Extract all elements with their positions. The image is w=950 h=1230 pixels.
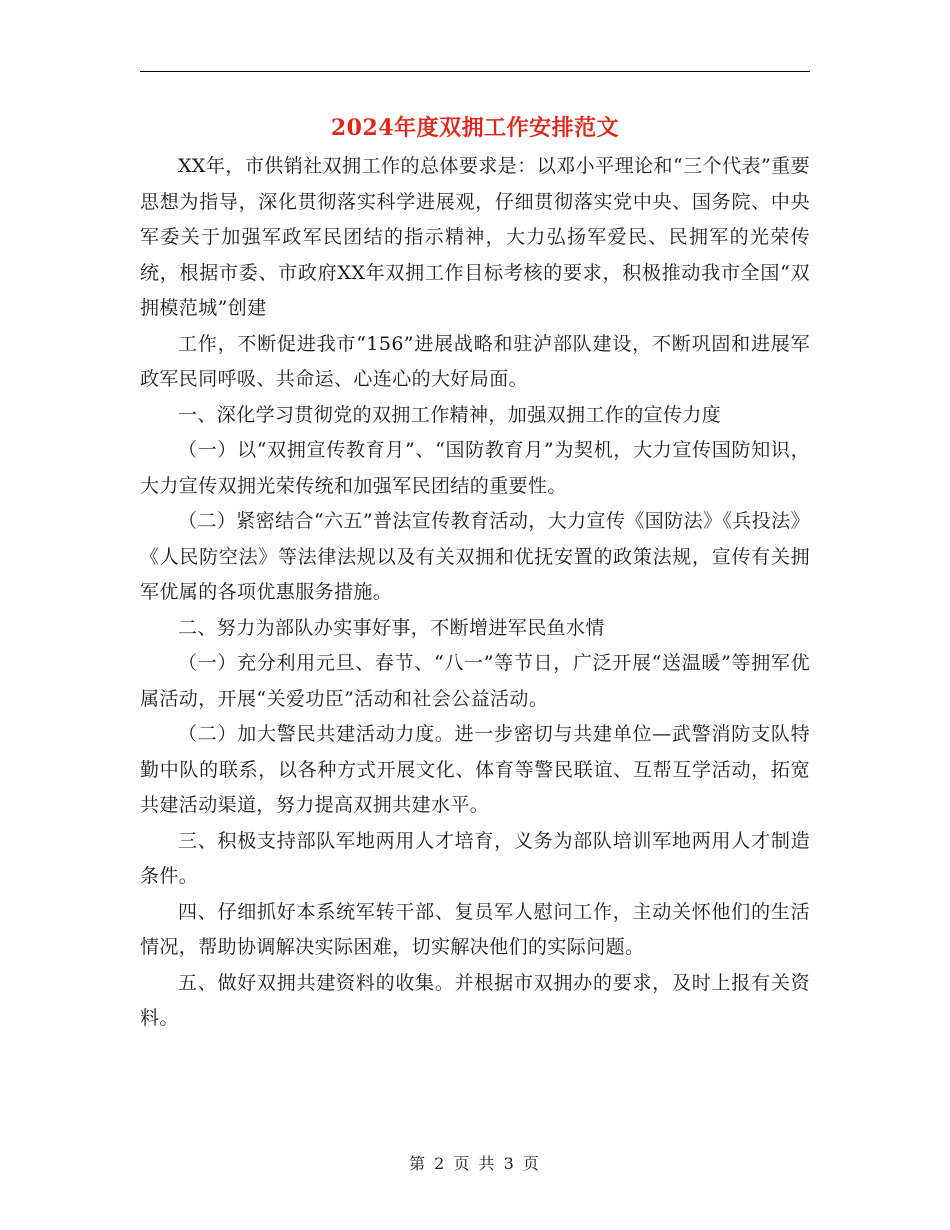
document-body <box>140 149 810 1037</box>
section-4: 四、仔细抓好本系统军转干部、复员军人慰问工作，主动关怀他们的生活情况，帮助协调解决实际困难，切实解决他们的实际问题。 <box>140 900 810 958</box>
section-heading-1: 一、深化学习贯彻党的双拥工作精神，加强双拥工作的宣传力度 <box>178 403 722 426</box>
paragraph-6: （二）加大警民共建活动力度。进一步密切与共建单位—武警消防支队特勤中队的联系，以各种方式开展文化、体育等警民联谊、互帮互学活动，拓宽共建活动渠道，努力提高双拥共建水平。 <box>140 723 810 816</box>
section-3: 三、积极支持部队军地两用人才培育，义务为部队培训军地两用人才制造条件。 <box>140 829 810 887</box>
page-number-footer: 第 2 页 共 3 页 <box>409 1154 541 1173</box>
paragraph-4: （二）紧密结合“六五”普法宣传教育活动，大力宣传《国防法》《兵投法》《人民防空法》等法律法规以及有关双拥和优抚安置的政策法规，宣传有关拥军优属的各项优惠服务措施。 <box>140 510 810 603</box>
paragraph-3: （一）以“双拥宣传教育月”、“国防教育月”为契机，大力宣传国防知识，大力宣传双拥光荣传统和加强军民团结的重要性。 <box>140 439 810 497</box>
paragraph-5: （一）充分利用元旦、春节、“八一”等节日，广泛开展“送温暖”等拥军优属活动，开展“关爱功臣”活动和社会公益活动。 <box>140 652 810 710</box>
paragraph-2: 工作，不断促进我市“156”进展战略和驻泸部队建设，不断巩固和进展军政军民同呼吸、共命运、心连心的大好局面。 <box>140 332 810 390</box>
section-5: 五、做好双拥共建资料的收集。并根据市双拥办的要求，及时上报有关资料。 <box>140 971 810 1029</box>
header-rule <box>140 71 810 72</box>
section-heading-2: 二、努力为部队办实事好事，不断增进军民鱼水情 <box>178 616 605 639</box>
paragraph-1: XX年，市供销社双拥工作的总体要求是：以邓小平理论和“三个代表”重要思想为指导，深化贯彻落实科学进展观，仔细贯彻落实党中央、国务院、中央军委关于加强军政军民团结的指示精神，大力弘扬军爱民、民拥军的光荣传统，根据市委、市政府XX年双拥工作目标考核的要求，积极推动我市全国“双拥模范城”创建 <box>140 155 810 319</box>
document-title: 2024年度双拥工作安排范文 <box>330 115 620 141</box>
